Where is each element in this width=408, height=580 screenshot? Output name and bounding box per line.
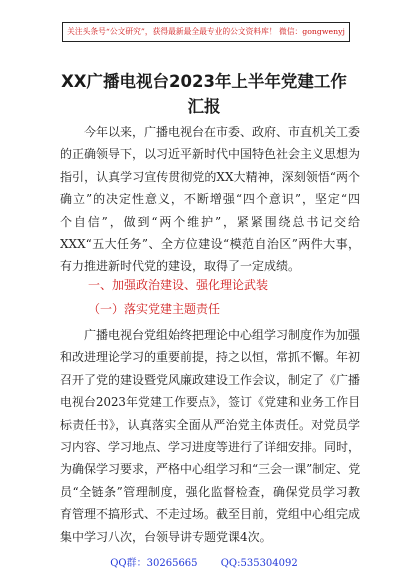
- paragraph-line: 的正确领导下，以习近平新时代中国特色社会主义思想为: [60, 147, 361, 162]
- paragraph-line: 确立”的决定性意义，不断增强“四个意识”，坚定“四: [60, 192, 360, 207]
- intro-paragraph: [60, 121, 360, 278]
- paragraph-line: 习内容、学习地点、学习进度等进行了详细安排。同时，: [60, 439, 361, 454]
- paragraph-line: 和改进理论学习的重要前提，持之以恒，常抓不懈。年初: [60, 350, 361, 365]
- document-title-line-1: XX广播电视台2023年上半年党建工作: [61, 72, 347, 91]
- paragraph-line: 员“全链条”管理制度，强化监督检查，确保党员学习教: [60, 484, 360, 499]
- paragraph-line: 为确保学习要求，严格中心组学习和“三会一课”制定、党: [60, 462, 361, 477]
- document-title-line-2: 汇报: [187, 97, 221, 116]
- subsection-heading: （一）落实党建主题责任: [88, 302, 221, 316]
- section-heading: 一、加强政治建设、强化理论武装: [88, 278, 269, 292]
- header-banner: 关注头条号“公文研究”，获得最新最全最专业的公文资料库！ 微信：gongwenyj: [62, 22, 350, 42]
- paragraph-line: 广播电视台党组始终把理论中心组学习制度作为加强: [84, 328, 361, 342]
- paragraph-line: 集中学习八次，台领导讲专题党课4次。: [60, 529, 272, 544]
- body-paragraph: [60, 324, 360, 548]
- footer-contact: [0, 554, 408, 569]
- paragraph-line: XXX“五大任务”、全方位建设“模范自治区”两件大事，: [60, 236, 360, 251]
- qq-number-text: QQ:535304092: [220, 558, 298, 569]
- paragraph-line: 有力推进新时代党的建设，取得了一定成绩。: [60, 259, 301, 274]
- paragraph-line: 召开了党的建设暨党风廉政建设工作会议，制定了《广播: [60, 372, 361, 387]
- paragraph-line: 电视台2023年党建工作要点》，签订《党建和业务工作目: [60, 395, 360, 410]
- paragraph-line: 个自信”，做到“两个维护”，紧紧围绕总书记交给: [60, 214, 360, 229]
- paragraph-line: 育管理不搞形式、不走过场。截至目前，党组中心组完成: [60, 507, 361, 522]
- paragraph-line: 标责任书》，认真落实全面从严治党主体责任。对党员学: [60, 417, 360, 432]
- paragraph-line: 今年以来，广播电视台在市委、政府、市直机关工委: [84, 125, 361, 139]
- paragraph-line: 指引，认真学习宣传贯彻党的XX大精神，深刻领悟“两个: [60, 169, 360, 184]
- qq-group-text: QQ群：30265665: [110, 558, 198, 569]
